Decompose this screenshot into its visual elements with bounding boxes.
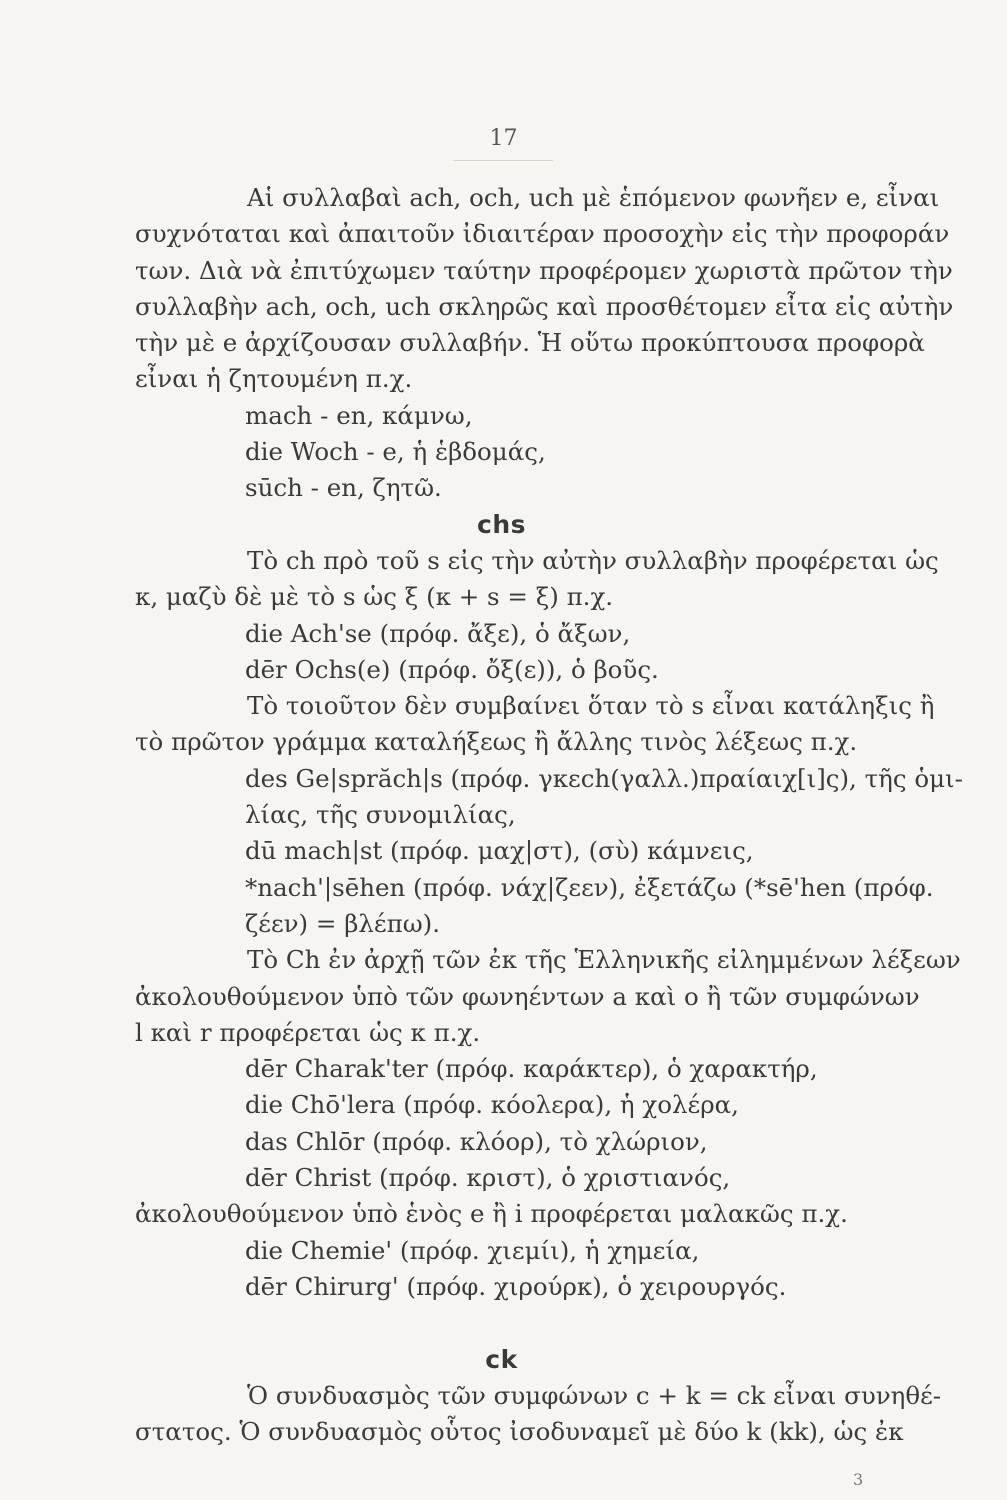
text-line: Τὸ ch πρὸ τοῦ s εἰς τὴν αὐτὴν συλλαβὴν προφέρεται ὡς bbox=[247, 545, 939, 575]
text-line: die Chemie' (πρόφ. χιεμίι), ἡ χημεία, bbox=[245, 1235, 700, 1265]
body-text bbox=[135, 180, 963, 1450]
text-line: l καὶ r προφέρεται ὡς κ π.χ. bbox=[135, 1017, 481, 1047]
text-line: die Woch - e, ἡ ἑβδομάς, bbox=[245, 437, 546, 467]
text-line: Ὁ συνδυασμὸς τῶν συμφώνων c + k = ck εἶναι συνηθέ- bbox=[247, 1380, 942, 1410]
text-line: των. Διὰ νὰ ἐπιτύχωμεν ταύτην προφέρομεν χωριστὰ πρῶτον τὴν bbox=[135, 255, 953, 285]
text-line: dēr Charak'ter (πρόφ. καράκτερ), ὁ χαρακτήρ, bbox=[245, 1054, 818, 1084]
text-line: Αἱ συλλαβαὶ ach, och, uch μὲ ἑπόμενον φωνῆεν e, εἶναι bbox=[247, 183, 940, 212]
text-line: ἀκολουθούμενον ὑπὸ ἑνὸς e ἢ i προφέρεται μαλακῶς π.χ. bbox=[135, 1199, 848, 1229]
text-line: Τὸ τοιοῦτον δὲν συμβαίνει ὅταν τὸ s εἶναι κατάληξις ἢ bbox=[247, 691, 935, 721]
text-line: συλλαβὴν ach, och, uch σκληρῶς καὶ προσθέτομεν εἶτα εἰς αὐτὴν bbox=[135, 291, 954, 321]
text-line: dēr Christ (πρόφ. κριστ), ὁ χριστιανός, bbox=[245, 1163, 731, 1193]
text-line: mach - en, κάμνω, bbox=[245, 400, 473, 430]
header-rule bbox=[453, 160, 553, 161]
section-heading: chs bbox=[477, 509, 526, 539]
text-line: τὸ πρῶτον γράμμα καταλήξεως ἢ ἄλλης τινὸς λέξεως π.χ. bbox=[135, 727, 858, 757]
text-line: *nach'|sēhen (πρόφ. νάχ|ζεεν), ἐξετάζω (*sē'hen (πρόφ. bbox=[245, 872, 934, 902]
text-line: εἶναι ἡ ζητουμένη π.χ. bbox=[135, 364, 413, 394]
text-line: ἀκολουθούμενον ὑπὸ τῶν φωνηέντων a καὶ o ἢ τῶν συμφώνων bbox=[135, 981, 920, 1011]
text-line: des Ge|sprăch|s (πρόφ. γκεch(γαλλ.)πραίαιχ[ι]ς), τῆς ὁμι- bbox=[245, 763, 963, 793]
text-line: Τὸ Ch ἐν ἀρχῇ τῶν ἐκ τῆς Ἑλληνικῆς εἰλημμένων λέξεων bbox=[247, 945, 961, 975]
text-line: κ, μαζὺ δὲ μὲ τὸ s ὡς ξ (κ + s = ξ) π.χ. bbox=[135, 582, 614, 612]
text-line: dēr Chirurg' (πρόφ. χιρούρκ), ὁ χειρουργός. bbox=[245, 1271, 787, 1301]
text-line: dū mach|st (πρόφ. μαχ|στ), (σὺ) κάμνεις, bbox=[245, 836, 754, 866]
text-line: die Ach'se (πρόφ. ἄξε), ὁ ἄξων, bbox=[245, 618, 631, 648]
text-line: das Chlōr (πρόφ. κλόορ), τὸ χλώριον, bbox=[245, 1126, 708, 1156]
text-line: dēr Ochs(e) (πρόφ. ὄξ(ε)), ὁ βοῦς. bbox=[245, 654, 659, 684]
text-line: συχνόταται καὶ ἀπαιτοῦν ἰδιαιτέραν προσοχὴν εἰς τὴν προφοράν bbox=[135, 219, 950, 249]
text-line: ζέεν) = βλέπω). bbox=[245, 908, 441, 938]
page-number: 17 bbox=[489, 126, 518, 151]
text-line: sūch - en, ζητῶ. bbox=[245, 473, 442, 503]
text-line: τὴν μὲ e ἀρχίζουσαν συλλαβήν. Ἡ οὕτω προκύπτουσα προφορὰ bbox=[135, 328, 925, 358]
signature-mark: 3 bbox=[853, 1470, 864, 1489]
text-line bbox=[135, 1305, 868, 1341]
text-line: λίας, τῆς συνομιλίας, bbox=[245, 800, 516, 830]
text-line: die Chō'lera (πρόφ. κόολερα), ἡ χολέρα, bbox=[245, 1090, 739, 1120]
section-heading: ck bbox=[485, 1344, 518, 1374]
text-line: στατος. Ὁ συνδυασμὸς οὗτος ἰσοδυναμεῖ μὲ δύο k (kk), ὡς ἐκ bbox=[135, 1417, 904, 1447]
